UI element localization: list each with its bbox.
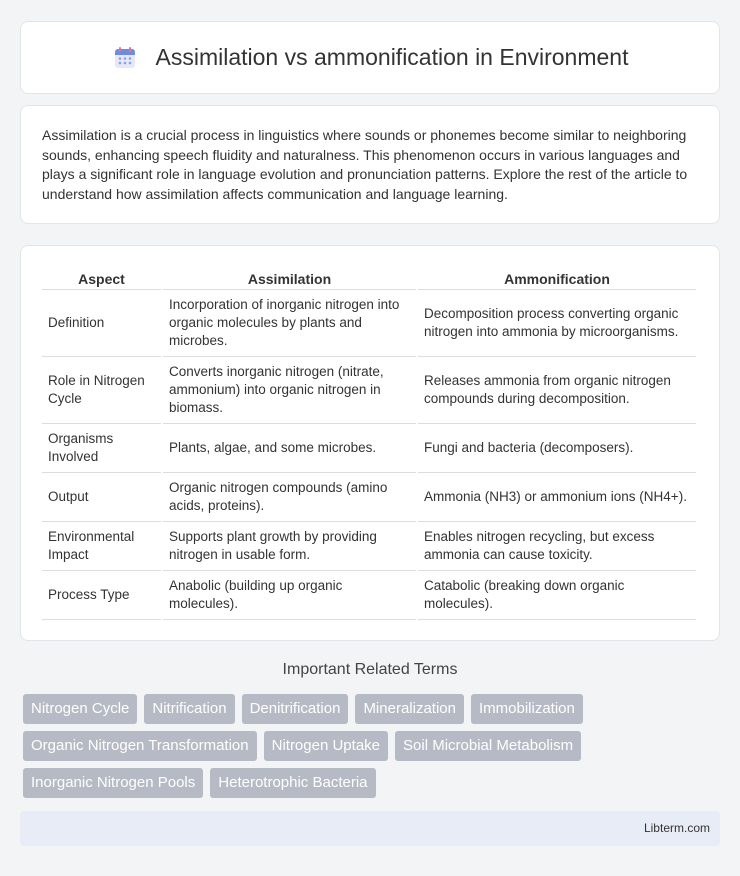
related-term-tag[interactable]: Denitrification — [242, 694, 349, 724]
related-terms-list — [23, 694, 723, 798]
table-row — [42, 424, 696, 473]
footer-site-link[interactable]: Libterm.com — [643, 821, 710, 835]
related-term-tag[interactable]: Nitrogen Uptake — [264, 731, 388, 761]
table-cell-ammonification: Releases ammonia from organic nitrogen compounds during decomposition. — [418, 357, 696, 424]
table-cell-aspect: Output — [42, 473, 161, 522]
table-row — [42, 357, 696, 424]
table-row — [42, 522, 696, 571]
page-title: Assimilation vs ammonification in Environment — [155, 44, 629, 70]
table-cell-assimilation: Organic nitrogen compounds (amino acids, proteins). — [163, 473, 416, 522]
table-cell-ammonification: Decomposition process converting organic nitrogen into ammonia by microorganisms. — [418, 290, 696, 357]
table-cell-ammonification: Enables nitrogen recycling, but excess ammonia can cause toxicity. — [418, 522, 696, 571]
related-term-tag[interactable]: Heterotrophic Bacteria — [210, 768, 375, 798]
table-cell-assimilation: Supports plant growth by providing nitrogen in usable form. — [163, 522, 416, 571]
table-cell-assimilation: Incorporation of inorganic nitrogen into organic molecules by plants and microbes. — [163, 290, 416, 357]
related-term-tag[interactable]: Immobilization — [471, 694, 583, 724]
table-header-cell: Aspect — [42, 266, 161, 290]
related-term-tag[interactable]: Soil Microbial Metabolism — [395, 731, 581, 761]
intro-text: Assimilation is a crucial process in linguistics where sounds or phonemes become similar to neighboring sounds, enhancing speech fluidity and naturalness. This phenomenon occurs in various languages and plays a significant role in language evolution and pronunciation patterns. Explore the rest of the article to understand how assimilation affects communication and language learning. — [42, 127, 688, 202]
table-cell-aspect: Process Type — [42, 571, 161, 620]
comparison-table-card — [20, 245, 720, 641]
related-term-tag[interactable]: Inorganic Nitrogen Pools — [23, 768, 203, 798]
related-term-tag[interactable]: Nitrification — [144, 694, 234, 724]
related-term-tag[interactable]: Nitrogen Cycle — [23, 694, 137, 724]
table-row — [42, 571, 696, 620]
table-cell-ammonification: Ammonia (NH3) or ammonium ions (NH4+). — [418, 473, 696, 522]
table-cell-aspect: Role in Nitrogen Cycle — [42, 357, 161, 424]
table-cell-ammonification: Fungi and bacteria (decomposers). — [418, 424, 696, 473]
table-header-cell: Assimilation — [163, 266, 416, 290]
table-cell-assimilation: Anabolic (building up organic molecules). — [163, 571, 416, 620]
table-cell-aspect: Environmental Impact — [42, 522, 161, 571]
footer — [20, 811, 720, 846]
table-row — [42, 473, 696, 522]
table-cell-assimilation: Converts inorganic nitrogen (nitrate, ammonium) into organic nitrogen in biomass. — [163, 357, 416, 424]
table-cell-aspect: Organisms Involved — [42, 424, 161, 473]
table-cell-ammonification: Catabolic (breaking down organic molecules). — [418, 571, 696, 620]
related-term-tag[interactable]: Mineralization — [355, 694, 464, 724]
related-term-tag[interactable]: Organic Nitrogen Transformation — [23, 731, 257, 761]
table-header-row — [42, 266, 696, 290]
calendar-icon — [112, 45, 138, 71]
table-cell-aspect: Definition — [42, 290, 161, 357]
table-row — [42, 290, 696, 357]
comparison-table — [40, 266, 698, 620]
related-terms-title: Important Related Terms — [282, 661, 458, 678]
header-card — [20, 21, 720, 94]
table-header-cell: Ammonification — [418, 266, 696, 290]
intro-card — [20, 105, 720, 224]
table-cell-assimilation: Plants, algae, and some microbes. — [163, 424, 416, 473]
